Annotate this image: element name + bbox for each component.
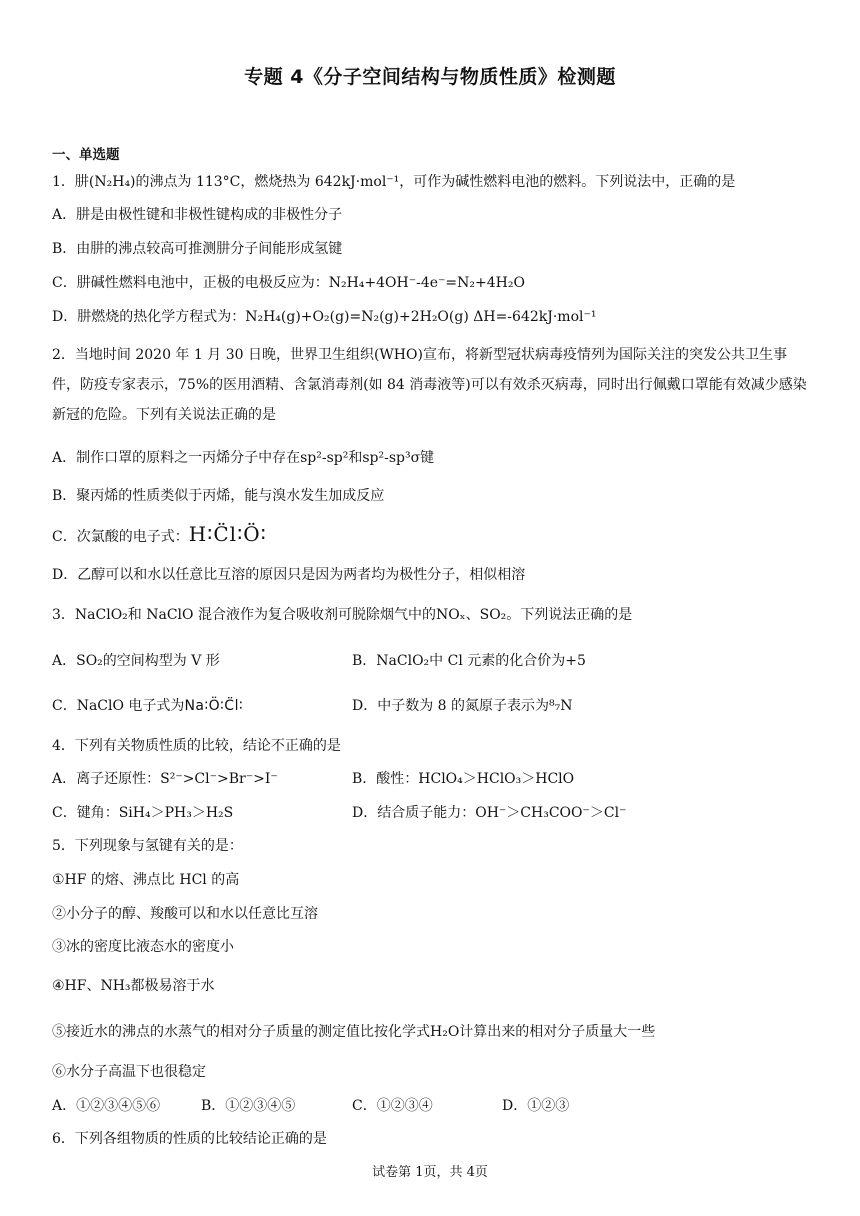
q2-option-c-label: C．次氯酸的电子式：	[52, 529, 189, 545]
q5-option-a: A．①②③④⑤⑥	[52, 1098, 161, 1114]
q3-option-b: B．NaClO₂中 Cl 元素的化合价为+5	[352, 653, 586, 669]
q5-statement-4: ④HF、NH₃都极易溶于水	[52, 978, 215, 994]
q1-option-a: A．肼是由极性键和非极性键构成的非极性分子	[52, 207, 343, 223]
q4-option-d: D．结合质子能力：OH⁻＞CH₃COO⁻＞Cl⁻	[352, 805, 627, 821]
naclo-lewis-structure: Na∶Ö∶C̈l∶	[184, 698, 244, 714]
q1-option-c: C．肼碱性燃料电池中，正极的电极反应为：N₂H₄+4OH⁻-4e⁻=N₂+4H₂O	[52, 275, 525, 291]
page-title: 专题 4《分子空间结构与物质性质》检测题	[244, 66, 616, 88]
hclo-lewis-structure: H∶C̈l∶Ö∶	[188, 522, 267, 546]
q3-option-d: D．中子数为 8 的氮原子表示为⁸₇N	[352, 698, 573, 714]
q4-stem: 4．下列有关物质性质的比较，结论不正确的是	[52, 738, 341, 754]
page-footer: 试卷第 1页，共 4页	[372, 1165, 488, 1180]
q5-statement-5: ⑤接近水的沸点的水蒸气的相对分子质量的测定值比按化学式H₂O计算出来的相对分子质量大一些	[52, 1024, 656, 1040]
q3-option-c	[52, 696, 243, 716]
q1-stem: 1．肼(N₂H₄)的沸点为 113°C，燃烧热为 642kJ·mol⁻¹，可作为碱性燃料电池的燃料。下列说法中，正确的是	[52, 174, 736, 190]
q5-statement-6: ⑥水分子高温下也很稳定	[52, 1064, 206, 1080]
q3-option-a: A．SO₂的空间构型为 V 形	[52, 653, 220, 669]
q5-stem: 5．下列现象与氢键有关的是：	[52, 838, 243, 854]
q3-option-c-label: C．NaClO 电子式为	[52, 698, 185, 714]
q5-option-c: C．①②③④	[352, 1098, 433, 1114]
q5-option-d: D．①②③	[502, 1098, 570, 1114]
q3-stem: 3．NaClO₂和 NaClO 混合液作为复合吸收剂可脱除烟气中的NOₓ、SO₂。下列说法正确的是	[52, 607, 633, 623]
q2-option-b: B．聚丙烯的性质类似于丙烯，能与溴水发生加成反应	[52, 488, 385, 504]
q2-option-c	[52, 524, 267, 547]
q4-option-a: A．离子还原性：S²⁻>Cl⁻>Br⁻>I⁻	[52, 771, 278, 787]
q6-stem: 6．下列各组物质的性质的比较结论正确的是	[52, 1131, 327, 1147]
q1-option-d: D．肼燃烧的热化学方程式为：N₂H₄(g)+O₂(g)=N₂(g)+2H₂O(g) ΔH=-642kJ·mol⁻¹	[52, 309, 597, 325]
q2-stem: 2．当地时间 2020 年 1 月 30 日晚，世界卫生组织(WHO)宣布，将新型冠状病毒疫情列为国际关注的突发公共卫生事件，防疫专家表示，75%的医用酒精、含氯消毒剂(如 84 消毒液等)可以有效杀灭病毒，同时出行佩戴口罩能有效减少感染新冠的危险。下列有关说法正确的是	[52, 347, 807, 423]
q2-option-a: A．制作口罩的原料之一丙烯分子中存在sp²-sp²和sp²-sp³σ键	[52, 450, 435, 466]
q1-option-b: B．由肼的沸点较高可推测肼分子间能形成氢键	[52, 241, 343, 257]
q4-option-b: B．酸性：HClO₄＞HClO₃＞HClO	[352, 771, 575, 787]
q2-option-d: D．乙醇可以和水以任意比互溶的原因只是因为两者均为极性分子，相似相溶	[52, 567, 526, 583]
q5-statement-1: ①HF 的熔、沸点比 HCl 的高	[52, 872, 240, 888]
q5-statement-3: ③冰的密度比液态水的密度小	[52, 939, 234, 955]
q5-statement-2: ②小分子的醇、羧酸可以和水以任意比互溶	[52, 906, 318, 922]
q4-option-c: C．键角：SiH₄＞PH₃＞H₂S	[52, 805, 234, 821]
q5-option-b: B．①②③④⑤	[201, 1098, 296, 1114]
section-heading: 一、单选题	[52, 147, 120, 163]
